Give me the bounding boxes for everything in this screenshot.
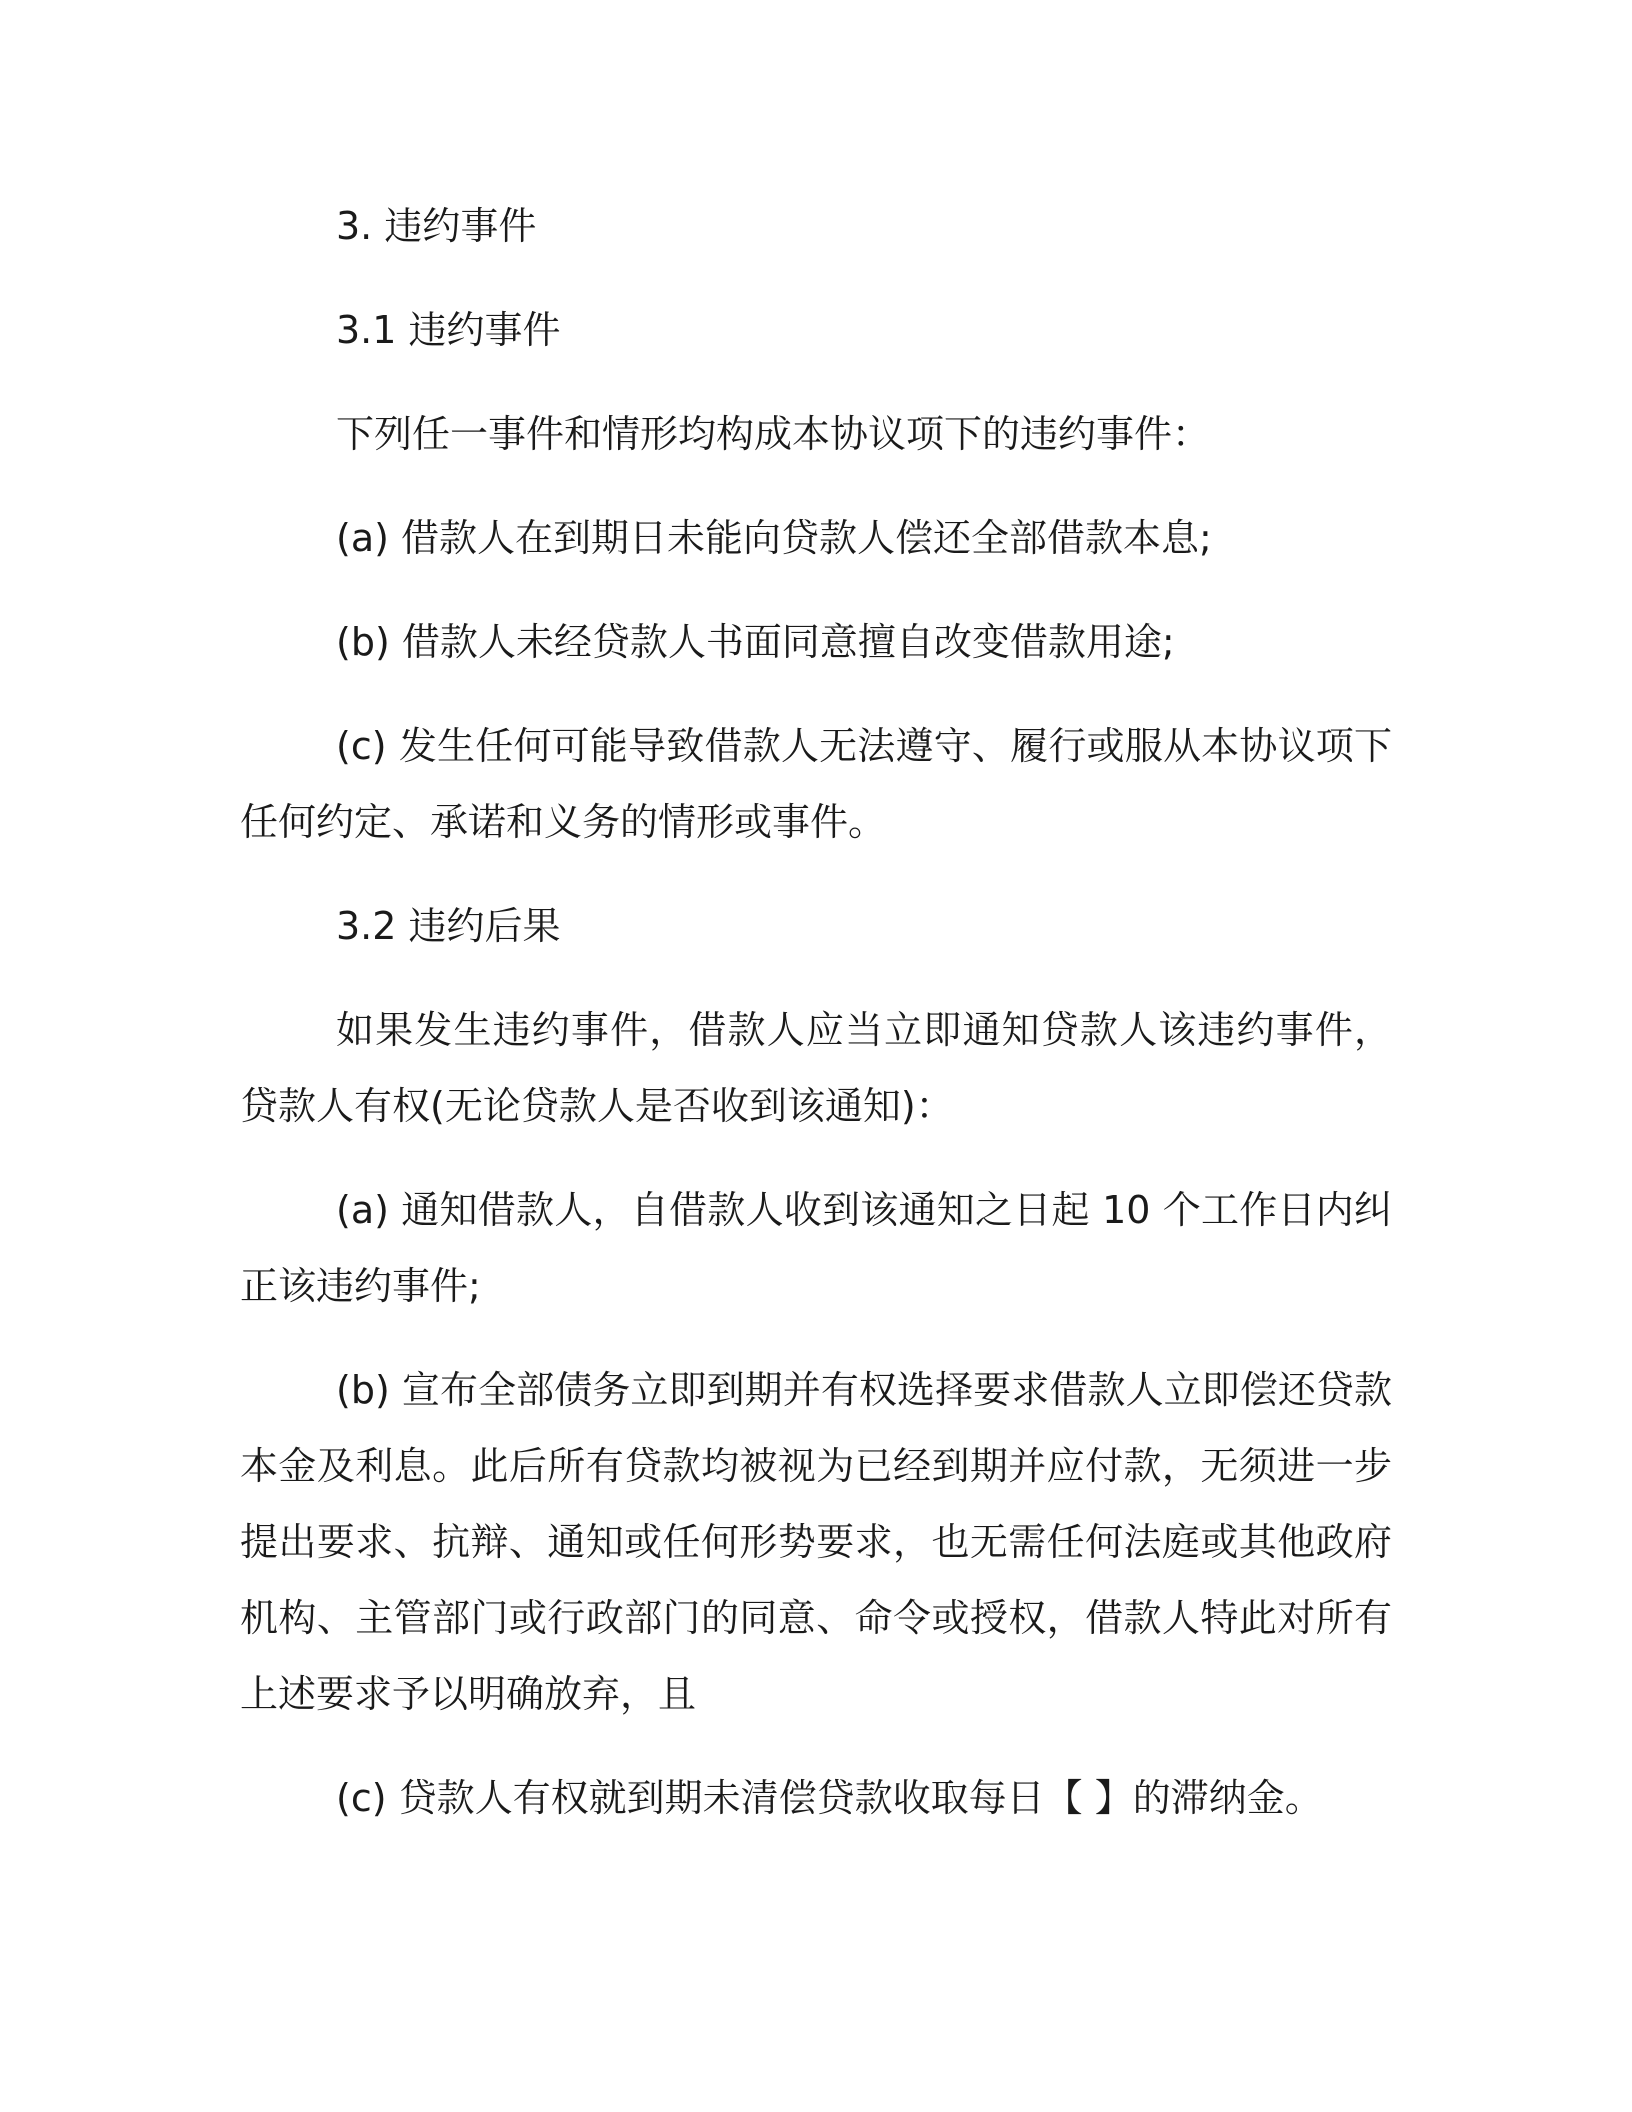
consequence-a: (a) 通知借款人，自借款人收到该通知之日起 10 个工作日内纠正该违约事件; bbox=[240, 1188, 1392, 1308]
subsection-heading-default-events: 3.1 违约事件 bbox=[336, 308, 561, 352]
paragraph-intro: 下列任一事件和情形均构成本协议项下的违约事件： bbox=[336, 412, 1211, 456]
consequence-c: (c) 贷款人有权就到期未清偿贷款收取每日【 】的滞纳金。 bbox=[336, 1776, 1323, 1820]
paragraph-consequences-intro: 如果发生违约事件，借款人应当立即通知贷款人该违约事件，贷款人有权(无论贷款人是否收到该通知)： bbox=[240, 1008, 1392, 1128]
clause-a: (a) 借款人在到期日未能向贷款人偿还全部借款本息; bbox=[336, 516, 1212, 560]
clause-b: (b) 借款人未经贷款人书面同意擅自改变借款用途; bbox=[336, 620, 1175, 664]
clause-c: (c) 发生任何可能导致借款人无法遵守、履行或服从本协议项下任何约定、承诺和义务的情形或事件。 bbox=[240, 724, 1392, 844]
section-heading-default-events: 3. 违约事件 bbox=[336, 204, 537, 248]
document-body bbox=[240, 188, 1392, 1864]
consequence-b: (b) 宣布全部债务立即到期并有权选择要求借款人立即偿还贷款本金及利息。此后所有贷款均被视为已经到期并应付款，无须进一步提出要求、抗辩、通知或任何形势要求，也无需任何法庭或其他政府机构、主管部门或行政部门的同意、命令或授权，借款人特此对所有上述要求予以明确放弃，且 bbox=[240, 1368, 1392, 1716]
subsection-heading-consequences: 3.2 违约后果 bbox=[336, 904, 561, 948]
